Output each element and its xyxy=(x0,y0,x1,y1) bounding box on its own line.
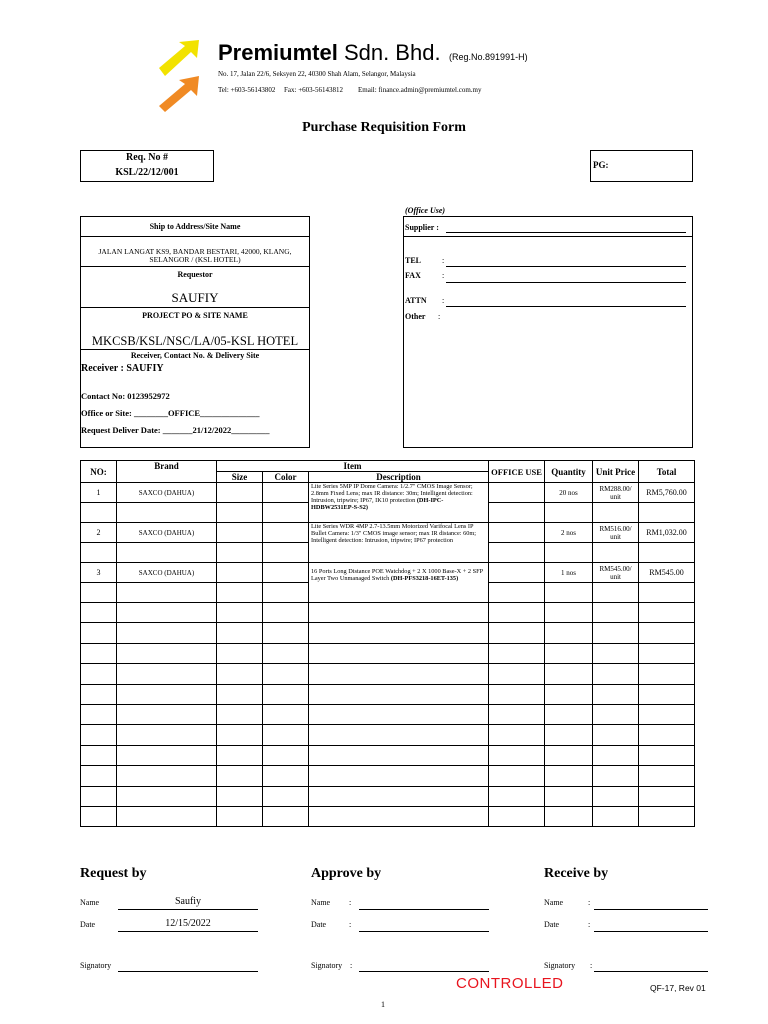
header-total: Total xyxy=(639,461,695,483)
company-address: No. 17, Jalan 22/6, Seksyen 22, 40300 Shah Alam, Selangor, Malaysia xyxy=(218,70,416,78)
header-description: Description xyxy=(309,472,489,483)
empty-row xyxy=(81,806,695,826)
page-number: 1 xyxy=(381,1000,385,1009)
header-brand: Brand xyxy=(117,461,217,483)
header-quantity: Quantity xyxy=(545,461,593,483)
receive-signatory-label: Signatory xyxy=(544,961,576,970)
empty-row xyxy=(81,725,695,745)
request-date-value: 12/15/2022 xyxy=(165,918,211,929)
header-no: NO: xyxy=(81,461,117,483)
empty-row xyxy=(81,704,695,724)
approve-signatory-label: Signatory xyxy=(311,961,343,970)
row-brand: SAXCO (DAHUA) xyxy=(117,523,217,543)
company-name-bold: Premiumtel xyxy=(218,40,338,65)
receive-name-label: Name xyxy=(544,898,564,907)
row-unit-price: RM516.00/ unit xyxy=(593,523,639,543)
row-description xyxy=(309,523,489,563)
company-fax: Fax: +603-56143812 xyxy=(284,86,343,94)
office-use-label: (Office Use) xyxy=(405,206,446,215)
request-date-label: Date xyxy=(80,920,96,929)
row-total: RM545.00 xyxy=(639,563,695,583)
header-color: Color xyxy=(263,472,309,483)
table-header-row xyxy=(81,461,695,472)
yellow-arrow-icon xyxy=(159,40,199,76)
items-table xyxy=(80,460,695,827)
empty-row xyxy=(81,643,695,663)
supplier-fax-label: FAX xyxy=(405,271,421,280)
row-description-text: 16 Ports Long Distance POE Watchdog + 2 X 1000 Base-X + 2 SFP Layer Two Unmanaged Switch xyxy=(311,568,483,582)
form-title: Purchase Requisition Form xyxy=(302,120,466,135)
approve-name-colon: : xyxy=(349,898,352,907)
req-number: KSL/22/12/001 xyxy=(115,167,179,178)
supplier-tel-label: TEL xyxy=(405,256,422,265)
receiver-name: Receiver : SAUFIY xyxy=(81,363,164,374)
request-signatory-line xyxy=(118,971,258,972)
contact-number: Contact No: 0123952972 xyxy=(81,391,170,401)
supplier-other-label: Other xyxy=(405,312,426,321)
approve-name-line xyxy=(359,909,489,910)
request-name-line xyxy=(118,909,258,910)
company-email: Email: finance.admin@premiumtel.com.my xyxy=(358,86,482,94)
receive-name-colon: : xyxy=(588,898,591,907)
approve-signatory-colon: : xyxy=(350,961,353,970)
row-quantity: 2 nos xyxy=(545,523,593,543)
receive-name-line xyxy=(594,909,708,910)
supplier-fax-colon: : xyxy=(442,271,445,280)
office-or-site: Office or Site: ________OFFICE______________ xyxy=(81,408,260,418)
requestor-name: SAUFIY xyxy=(171,290,219,305)
header-unit-price: Unit Price xyxy=(593,461,639,483)
row-description-model: (DH-PFS3218-16ET-135) xyxy=(390,575,459,582)
receive-signatory-line xyxy=(594,971,708,972)
approve-name-label: Name xyxy=(311,898,331,907)
row-unit-price: RM545.00/ unit xyxy=(593,563,639,583)
empty-row xyxy=(81,664,695,684)
ship-address: JALAN LANGAT KS9, BANDAR BESTARI, 42000, KLANG, SELANGOR / (KSL HOTEL) xyxy=(98,247,292,264)
header-size: Size xyxy=(217,472,263,483)
empty-row xyxy=(81,766,695,786)
header-office-use: OFFICE USE xyxy=(489,461,545,483)
controlled-stamp: CONTROLLED xyxy=(456,975,564,992)
empty-row xyxy=(81,786,695,806)
row-description-text: Lite Series 5MP IP Dome Camera: 1/2.7" CMOS Image Sensor; 2.8mm Fixed Lens; max IR distance: 30m; Intelligent detection: Intrusion, tripwire; IP67, IK10 protection xyxy=(311,483,473,504)
row-no: 2 xyxy=(81,523,117,543)
supplier-attn-colon: : xyxy=(442,296,445,305)
receive-date-line xyxy=(594,931,708,932)
empty-row xyxy=(81,603,695,623)
row-no: 3 xyxy=(81,563,117,583)
project-name: MKCSB/KSL/NSC/LA/05-KSL HOTEL xyxy=(91,334,299,348)
row-total: RM5,760.00 xyxy=(639,483,695,503)
company-name-rest: Sdn. Bhd. xyxy=(337,40,441,65)
company-reg-no: (Reg.No.891991-H) xyxy=(449,52,528,62)
form-code: QF-17, Rev 01 xyxy=(650,983,706,993)
ship-label: Ship to Address/Site Name xyxy=(149,222,241,231)
receive-by-heading: Receive by xyxy=(544,866,609,881)
receive-date-colon: : xyxy=(588,920,591,929)
row-quantity: 1 nos xyxy=(545,563,593,583)
approve-date-colon: : xyxy=(349,920,352,929)
supplier-other-colon: : xyxy=(438,312,441,321)
req-label: Req. No # xyxy=(126,152,168,163)
row-description-text: Lite Series WDR 4MP 2.7-13.5mm Motorized Varifocal Lens IP Bullet Camera: 1/3" CMOS image sensor; max IR distance: 60m; Intelligent detection: Intrusion, tripwire; IP67 protection xyxy=(311,523,477,544)
table-row xyxy=(81,523,695,543)
supplier-tel-colon: : xyxy=(442,256,445,265)
requestor-label: Requestor xyxy=(177,270,213,279)
receive-signatory-colon: : xyxy=(590,961,593,970)
row-quantity: 20 nos xyxy=(545,483,593,503)
empty-row xyxy=(81,745,695,765)
row-brand: SAXCO (DAHUA) xyxy=(117,563,217,583)
approve-signatory-line xyxy=(359,971,489,972)
header-item: Item xyxy=(217,461,489,472)
row-total: RM1,032.00 xyxy=(639,523,695,543)
request-name-value: Saufiy xyxy=(174,896,202,907)
row-description xyxy=(309,483,489,523)
company-name xyxy=(218,40,528,66)
project-label: PROJECT PO & SITE NAME xyxy=(142,311,248,320)
row-description xyxy=(309,563,489,603)
table-row xyxy=(81,483,695,503)
empty-row xyxy=(81,623,695,643)
request-name-label: Name xyxy=(80,898,100,907)
request-signatory-label: Signatory xyxy=(80,961,112,970)
request-by-heading: Request by xyxy=(80,866,147,881)
orange-arrow-icon xyxy=(159,76,199,112)
row-no: 1 xyxy=(81,483,117,503)
approve-date-label: Date xyxy=(311,920,327,929)
empty-row xyxy=(81,684,695,704)
receive-date-label: Date xyxy=(544,920,560,929)
supplier-label: Supplier : xyxy=(405,223,439,232)
supplier-attn-label: ATTN xyxy=(405,296,427,305)
approve-by-heading: Approve by xyxy=(311,866,382,881)
table-row xyxy=(81,563,695,583)
row-unit-price: RM288.00/ unit xyxy=(593,483,639,503)
company-logo xyxy=(155,38,211,114)
approve-date-line xyxy=(359,931,489,932)
request-date-line xyxy=(118,931,258,932)
pg-label: PG: xyxy=(593,160,609,170)
request-deliver-date: Request Deliver Date: _______21/12/2022_________ xyxy=(81,425,270,435)
row-description-model: (DH-IPC-HDBW2531EP-S-S2) xyxy=(311,497,444,511)
receiver-label: Receiver, Contact No. & Delivery Site xyxy=(130,351,260,360)
supplier-box xyxy=(403,216,693,448)
row-brand: SAXCO (DAHUA) xyxy=(117,483,217,503)
company-tel: Tel: +603-56143802 xyxy=(218,86,276,94)
